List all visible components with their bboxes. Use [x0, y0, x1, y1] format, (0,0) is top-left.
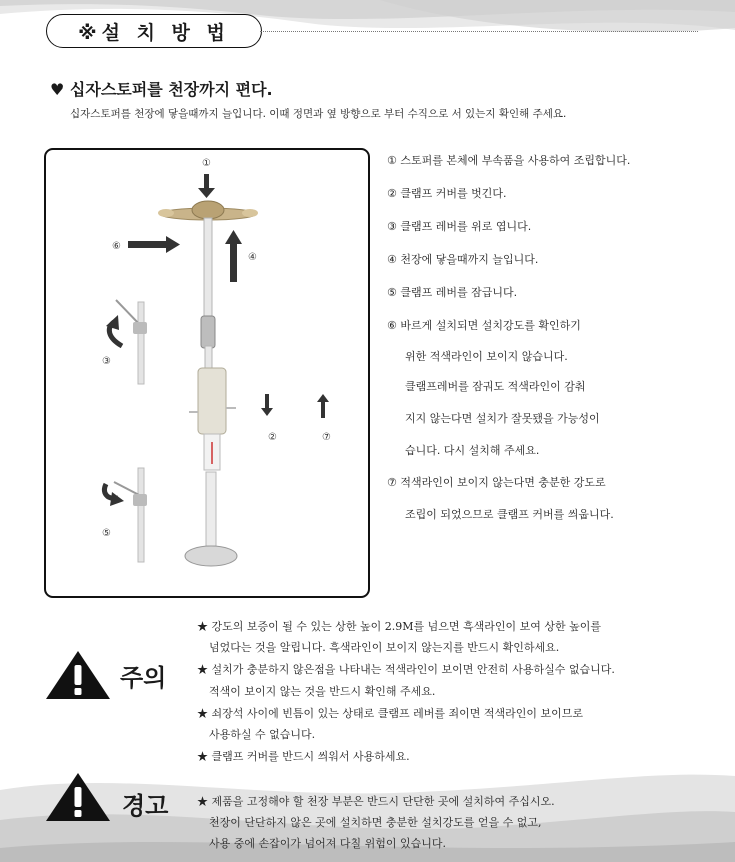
caution-line: 적색이 보이지 않는 것을 반드시 확인해 주세요.	[209, 685, 436, 698]
arrow-right-icon	[128, 241, 168, 248]
caution-line: 사용하실 수 없습니다.	[209, 728, 316, 741]
caution-label: 주의	[120, 664, 167, 692]
clamp-cover	[198, 368, 226, 434]
arrow-up-icon-4	[230, 242, 237, 282]
arrow-up-icon-7	[321, 400, 325, 418]
caution-line: ★ 쇠장석 사이에 빈틈이 있는 상태로 클램프 레버를 죄이면 적색라인이 보이므로	[197, 707, 583, 720]
step-6: ⑥ 바르게 설치되면 설치강도를 확인하기	[387, 319, 581, 332]
fig-label-7: ⑦	[322, 432, 331, 443]
caution-line: ★ 강도의 보증이 될 수 있는 상한 높이 2.9M를 넘으면 흑색라인이 보여 상한 높이를	[197, 620, 601, 633]
lower-pole	[206, 472, 216, 546]
title-divider	[260, 31, 698, 32]
warning-line: 사용 중에 손잡이가 넘어져 다칠 위험이 있습니다.	[209, 837, 446, 850]
warning-label: 경고	[122, 792, 169, 820]
step-4: ④ 천장에 닿을때까지 늘입니다.	[387, 253, 539, 266]
fig-label-2: ②	[268, 432, 277, 443]
caution-line: ★ 설치가 충분하지 않은점을 나타내는 적색라인이 보이면 안전히 사용하실수 없습니다.	[197, 663, 615, 676]
fig-label-5: ⑤	[102, 528, 111, 539]
page-title: ※설 치 방 법	[46, 14, 262, 48]
installation-illustration	[46, 150, 368, 596]
step-6-line-2: 위한 적색라인이 보이지 않습니다.	[405, 350, 568, 363]
arrow-down-icon-2	[265, 394, 269, 410]
installation-figure	[44, 148, 370, 598]
upper-pole	[204, 218, 212, 318]
caution-line: ★ 클램프 커버를 반드시 씌워서 사용하세요.	[197, 750, 410, 763]
fig-label-3: ③	[102, 356, 111, 367]
section-intro: 십자스토퍼를 천장에 닿을때까지 늘입니다. 이때 정면과 옆 방향으로 부터 수직으로 서 있는지 확인해 주세요.	[70, 108, 567, 120]
fig-label-1: ①	[202, 158, 211, 169]
section-heading: ♥ 십자스토퍼를 천장까지 편다.	[50, 80, 273, 99]
step-2: ② 클램프 커버를 벗긴다.	[387, 187, 507, 200]
warning-line: ★ 제품을 고정해야 할 천장 부분은 반드시 단단한 곳에 설치하여 주십시오.	[197, 795, 555, 808]
warning-triangle-icon	[44, 771, 112, 823]
step-6-line-3: 클램프레버를 잠궈도 적색라인이 감춰	[405, 380, 586, 393]
fig-label-6: ⑥	[112, 241, 121, 252]
step-7-line-2: 조립이 되었으므로 클램프 커버를 씌웁니다.	[405, 508, 614, 521]
warning-line: 천장이 단단하지 않은 곳에 설치하면 충분한 설치강도를 얻을 수 없고,	[209, 816, 542, 829]
arrow-down-icon-1	[204, 174, 209, 190]
base-stand	[185, 546, 237, 566]
step-5: ⑤ 클램프 레버를 잠급니다.	[387, 286, 518, 299]
warning-triangle-icon	[44, 649, 112, 701]
step-7: ⑦ 적색라인이 보이지 않는다면 충분한 강도로	[387, 476, 606, 489]
step-3: ③ 클램프 레버를 위로 엽니다.	[387, 220, 532, 233]
step-6-line-5: 습니다. 다시 설치해 주세요.	[405, 444, 540, 457]
fig-label-4: ④	[248, 252, 257, 263]
caution-line: 넘었다는 것을 알립니다. 흑색라인이 보이지 않는지를 반드시 확인하세요.	[209, 641, 560, 654]
step-6-line-4: 지지 않는다면 설치가 잘못됐을 가능성이	[405, 412, 600, 425]
step-1: ① 스토퍼를 본체에 부속품을 사용하여 조립합니다.	[387, 154, 631, 167]
